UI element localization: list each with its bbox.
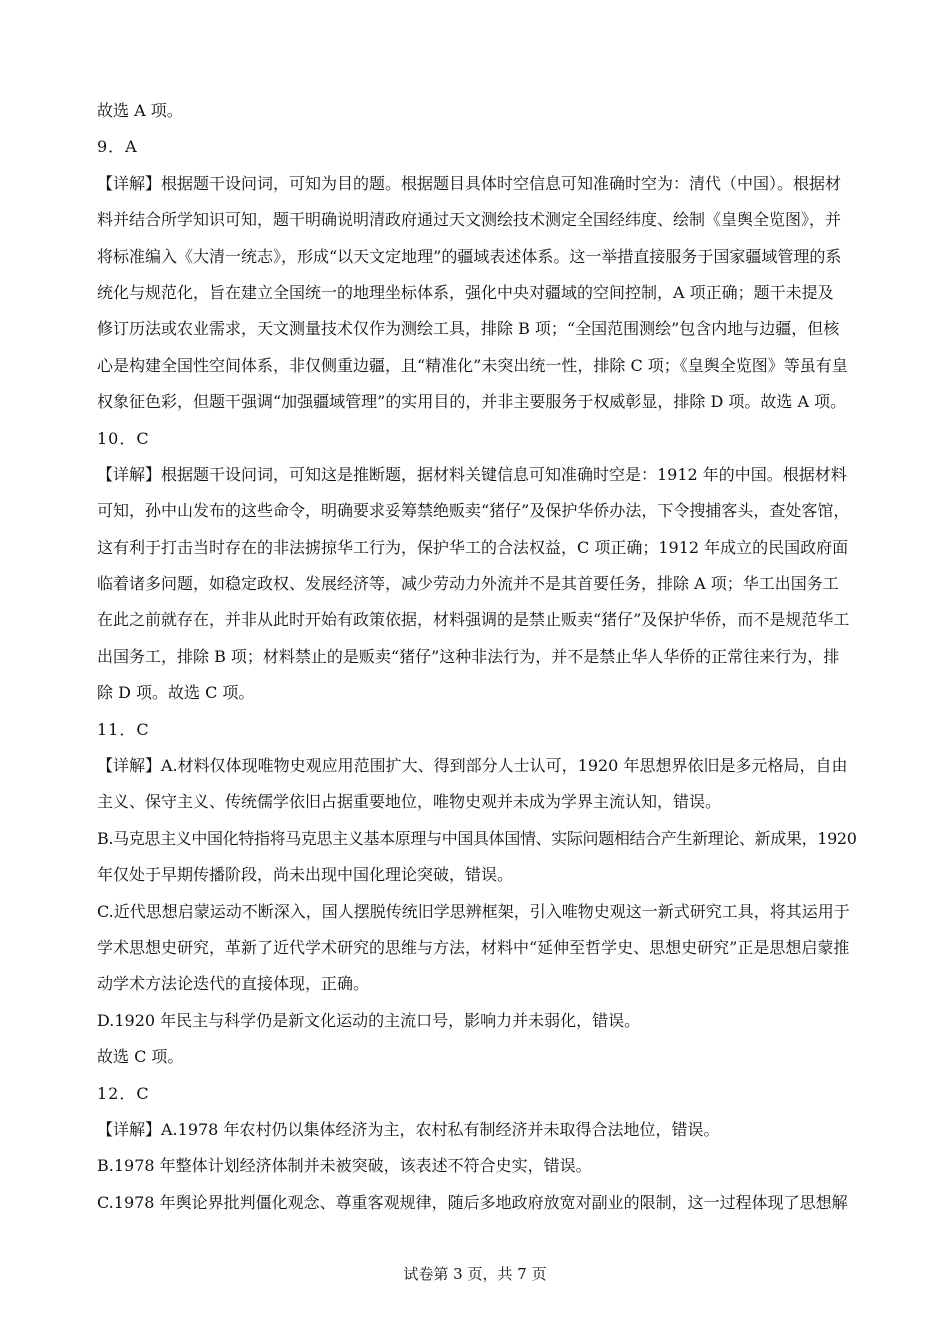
text-line: 料并结合所学知识可知，题干明确说明清政府通过天文测绘技术测定全国经纬度、绘制《皇舆全览图》，并 [97,210,842,230]
text-line: 出国务工，排除 B 项；材料禁止的是贩卖“猪仔”这种非法行为，并不是禁止华人华侨的正常往来行为，排 [97,646,840,666]
text-line: 将标准编入《大清一统志》，形成“以天文定地理”的疆域表述体系。这一举措直接服务于国家疆域管理的系 [97,246,842,266]
text-line: 这有利于打击当时存在的非法掳掠华工行为，保护华工的合法权益，C 项正确；1912 年成立的民国政府面 [97,537,849,557]
text-line: 【详解】根据题干设问词，可知这是推断题，据材料关键信息可知准确时空是：1912 年的中国。根据材料 [97,464,847,484]
text-line: 动学术方法论迭代的直接体现，正确。 [97,974,370,994]
text-line: 临着诸多问题，如稳定政权、发展经济等，减少劳动力外流并不是其首要任务，排除 A 项；华工出国务工 [97,574,839,594]
text-line: 可知，孙中山发布的这些命令，明确要求妥筹禁绝贩卖“猪仔”及保护华侨办法，下令搜捕客头，查处客馆， [97,501,850,521]
text-line: 权象征色彩，但题干强调“加强疆域管理”的实用目的，并非主要服务于权威彰显，排除 D 项。故选 A 项。 [97,392,847,412]
text-line: 【详解】根据题干设问词，可知为目的题。根据题目具体时空信息可知准确时空为：清代（中国）。根据材 [97,173,842,193]
text-line: C.近代思想启蒙运动不断深入，国人摆脱传统旧学思辨框架，引入唯物史观这一新式研究工具，将其运用于 [97,901,850,921]
question-number: 12．C [97,1083,150,1103]
text-line: D.1920 年民主与科学仍是新文化运动的主流口号，影响力并未弱化，错误。 [97,1010,641,1030]
text-line: B.1978 年整体计划经济体制并未被突破，该表述不符合史实，错误。 [97,1156,592,1176]
page-footer: 试卷第 3 页，共 7 页 [403,1265,547,1283]
text-line: 心是构建全国性空间体系，非仅侧重边疆，且“精准化”未突出统一性，排除 C 项；《皇舆全览图》等虽有皇 [97,355,848,375]
text-line: 学术思想史研究，革新了近代学术研究的思维与方法，材料中“延伸至哲学史、思想史研究”正是思想启蒙推 [97,937,850,957]
question-number: 10．C [97,428,150,448]
text-line: 主义、保守主义、传统儒学依旧占据重要地位，唯物史观并未成为学界主流认知，错误。 [97,792,722,812]
text-line: 年仅处于早期传播阶段，尚未出现中国化理论突破，错误。 [97,865,514,885]
text-line: 统化与规范化，旨在建立全国统一的地理坐标体系，强化中央对疆域的空间控制，A 项正确；题干未提及 [97,282,834,302]
text-line: 故选 A 项。 [97,101,183,120]
text-line: B.马克思主义中国化特指将马克思主义基本原理与中国具体国情、实际问题相结合产生新理论、新成果，1920 [97,828,857,848]
question-number: 11．C [97,719,150,739]
text-line: 【详解】A.材料仅体现唯物史观应用范围扩大、得到部分人士认可，1920 年思想界依旧是多元格局，自由 [97,756,848,776]
text-line: 【详解】A.1978 年农村仍以集体经济为主，农村私有制经济并未取得合法地位，错误。 [97,1119,720,1139]
text-line: 在此之前就存在，并非从此时开始有政策依据，材料强调的是禁止贩卖“猪仔”及保护华侨，而不是规范华工 [97,610,850,630]
text-line: 故选 C 项。 [97,1047,184,1067]
question-number: 9．A [97,137,138,157]
answer-content [97,93,857,1221]
text-line: 修订历法或农业需求，天文测量技术仅作为测绘工具，排除 B 项；“全国范围测绘”包含内地与边疆，但核 [97,319,840,339]
text-line: C.1978 年舆论界批判僵化观念、尊重客观规律，随后多地政府放宽对副业的限制，这一过程体现了思想解 [97,1192,848,1212]
text-line: 除 D 项。故选 C 项。 [97,683,255,703]
